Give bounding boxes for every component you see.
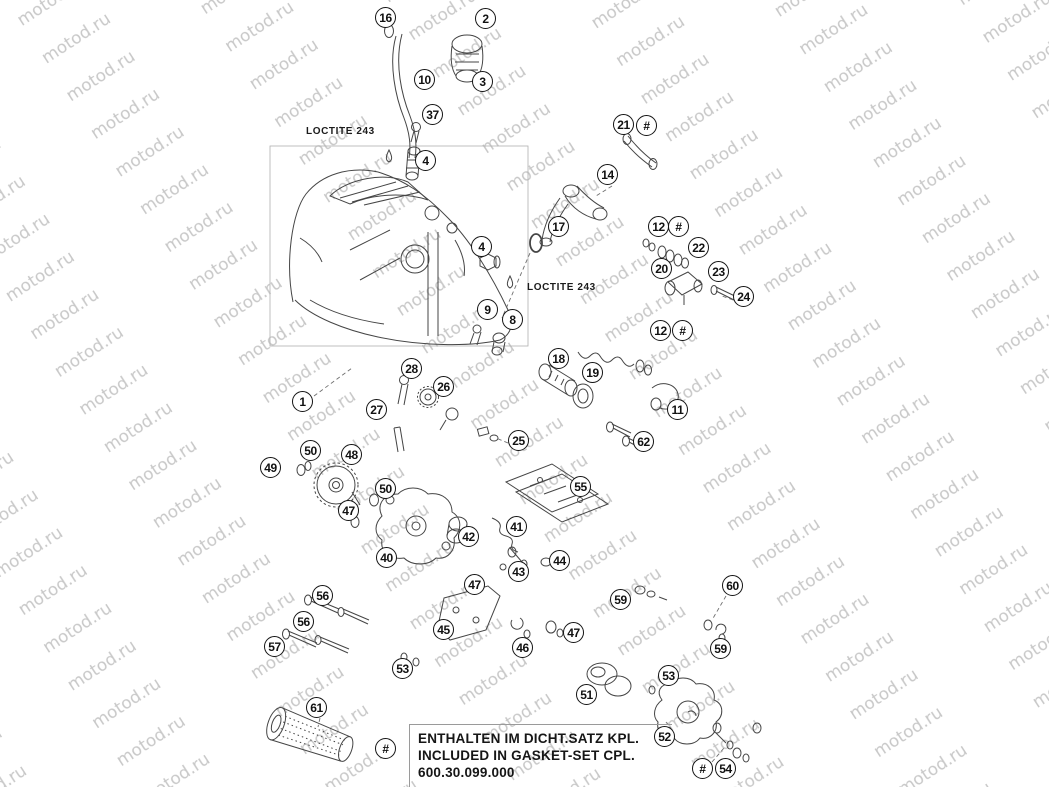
gasket-set-note xyxy=(409,724,672,787)
callout-23: 23 xyxy=(708,261,729,282)
callout-#: # xyxy=(636,115,657,136)
callout-25: 25 xyxy=(508,430,529,451)
callout-47: 47 xyxy=(338,500,359,521)
callout-61: 61 xyxy=(306,697,327,718)
callout-4: 4 xyxy=(415,150,436,171)
callout-47: 47 xyxy=(563,622,584,643)
callout-#: # xyxy=(375,738,396,759)
callout-50: 50 xyxy=(375,478,396,499)
callout-54: 54 xyxy=(715,758,736,779)
oil-hose-drawing xyxy=(530,134,657,253)
callout-#: # xyxy=(668,216,689,237)
loctite-label-top: LOCTITE 243 xyxy=(306,126,375,137)
callout-10: 10 xyxy=(414,69,435,90)
callout-37: 37 xyxy=(422,104,443,125)
callout-#: # xyxy=(692,758,713,779)
callout-59: 59 xyxy=(610,589,631,610)
callout-41: 41 xyxy=(506,516,527,537)
callout-53: 53 xyxy=(658,665,679,686)
loctite-label-mid: LOCTITE 243 xyxy=(527,282,596,293)
callout-17: 17 xyxy=(548,216,569,237)
gasket-note-line-de: ENTHALTEN IM DICHT.SATZ KPL. xyxy=(418,731,640,746)
callout-56: 56 xyxy=(293,611,314,632)
callout-62: 62 xyxy=(633,431,654,452)
callout-42: 42 xyxy=(458,526,479,547)
callout-46: 46 xyxy=(512,637,533,658)
callout-18: 18 xyxy=(548,348,569,369)
callout-57: 57 xyxy=(264,636,285,657)
callout-1: 1 xyxy=(292,391,313,412)
callout-47: 47 xyxy=(464,574,485,595)
callout-12: 12 xyxy=(650,320,671,341)
callout-16: 16 xyxy=(375,7,396,28)
callout-27: 27 xyxy=(366,399,387,420)
callout-55: 55 xyxy=(570,476,591,497)
callout-45: 45 xyxy=(433,619,454,640)
callout-60: 60 xyxy=(722,575,743,596)
callout-12: 12 xyxy=(648,216,669,237)
callout-9: 9 xyxy=(477,299,498,320)
callout-2: 2 xyxy=(475,8,496,29)
callout-3: 3 xyxy=(472,71,493,92)
oil-drop-icon xyxy=(386,150,391,162)
callout-4: 4 xyxy=(471,236,492,257)
callout-19: 19 xyxy=(582,362,603,383)
callout-#: # xyxy=(672,320,693,341)
callout-22: 22 xyxy=(688,237,709,258)
callout-24: 24 xyxy=(733,286,754,307)
gasket-note-part-number: 600.30.099.000 xyxy=(418,765,515,780)
callout-11: 11 xyxy=(667,399,688,420)
callout-52: 52 xyxy=(654,726,675,747)
callout-59: 59 xyxy=(710,638,731,659)
callout-48: 48 xyxy=(341,444,362,465)
gasket-note-line-en: INCLUDED IN GASKET-SET CPL. xyxy=(418,748,635,763)
oil-drop-icon xyxy=(507,276,512,288)
callout-28: 28 xyxy=(401,358,422,379)
callout-20: 20 xyxy=(651,258,672,279)
callout-56: 56 xyxy=(312,585,333,606)
callout-14: 14 xyxy=(597,164,618,185)
callout-51: 51 xyxy=(576,684,597,705)
callout-8: 8 xyxy=(502,309,523,330)
callout-26: 26 xyxy=(433,376,454,397)
callout-40: 40 xyxy=(376,547,397,568)
engine-case-drawing xyxy=(290,170,512,345)
callout-50: 50 xyxy=(300,440,321,461)
callout-43: 43 xyxy=(508,561,529,582)
callout-49: 49 xyxy=(260,457,281,478)
bracket-drawing xyxy=(506,464,608,522)
callout-21: 21 xyxy=(613,114,634,135)
callout-53: 53 xyxy=(392,658,413,679)
callout-44: 44 xyxy=(549,550,570,571)
